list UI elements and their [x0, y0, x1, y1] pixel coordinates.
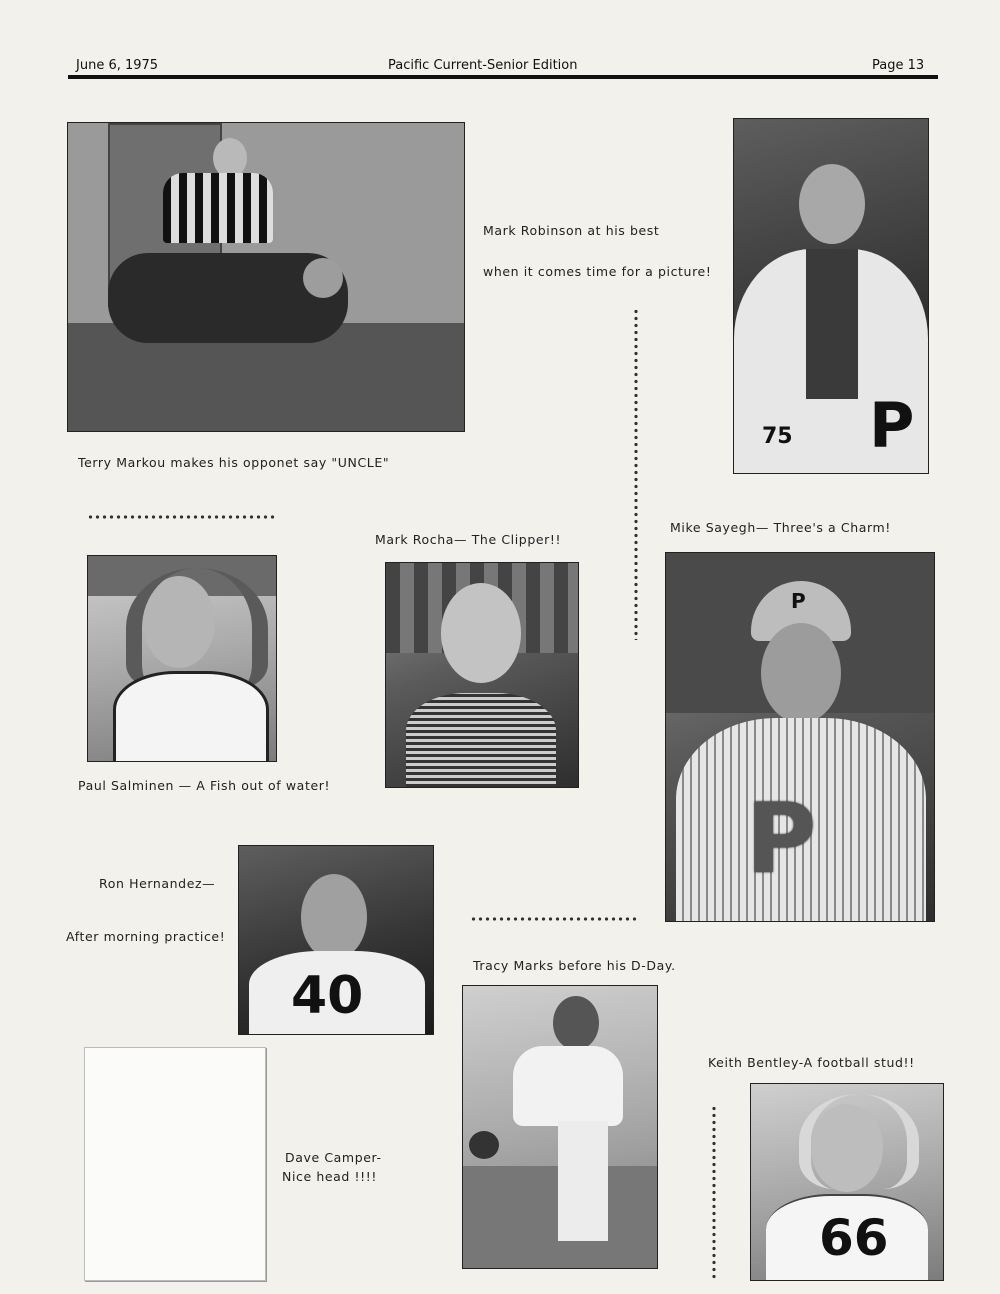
caption-hernandez-1: Ron Hernandez—	[99, 876, 216, 891]
robinson-number: 75	[762, 424, 793, 449]
caption-sayegh: Mike Sayegh— Three's a Charm!	[670, 520, 891, 535]
referee-head	[213, 138, 247, 178]
salminen-tank	[113, 671, 269, 762]
hernandez-number: 40	[291, 966, 364, 1026]
hernandez-head	[301, 874, 367, 960]
photo-camper-blank	[84, 1047, 266, 1281]
vertical-divider-bottom	[711, 1105, 717, 1280]
rocha-tank	[406, 693, 556, 787]
bentley-hair	[799, 1094, 919, 1189]
robinson-letter: P	[869, 389, 915, 462]
bentley-number: 66	[819, 1209, 889, 1267]
header-rule	[68, 75, 938, 79]
tracy-head	[553, 996, 599, 1050]
horizontal-divider-left	[87, 514, 277, 520]
caption-robinson-2: when it comes time for a picture!	[483, 264, 712, 279]
photo-sayegh	[665, 552, 935, 922]
photo-rocha	[385, 562, 579, 788]
photo-bentley	[750, 1083, 944, 1281]
robinson-head	[799, 164, 865, 244]
vertical-divider	[633, 308, 639, 640]
issue-date: June 6, 1975	[76, 58, 159, 73]
caption-hernandez-2: After morning practice!	[66, 929, 226, 944]
sayegh-head	[761, 623, 841, 723]
photo-tracy	[462, 985, 658, 1269]
caption-camper-2: Nice head !!!!	[282, 1169, 377, 1184]
caption-salminen: Paul Salminen — A Fish out of water!	[78, 778, 331, 793]
photo-hernandez	[238, 845, 434, 1035]
photo-salminen	[87, 555, 277, 762]
sayegh-cap-letter: P	[791, 589, 806, 613]
caption-bentley: Keith Bentley-A football stud!!	[708, 1055, 915, 1070]
caption-tracy: Tracy Marks before his D-Day.	[473, 958, 676, 973]
horizontal-divider-middle	[470, 916, 640, 922]
tracy-glove	[469, 1131, 499, 1159]
publication-title: Pacific Current-Senior Edition	[388, 58, 578, 73]
photo-wrestling	[67, 122, 465, 432]
rocha-head	[441, 583, 521, 683]
photo-robinson	[733, 118, 929, 474]
caption-rocha: Mark Rocha— The Clipper!!	[375, 532, 562, 547]
caption-camper-1: Dave Camper-	[285, 1150, 382, 1165]
tracy-pants	[558, 1121, 608, 1241]
caption-terry: Terry Markou makes his opponet say "UNCLE"	[78, 455, 390, 470]
tracy-jersey	[513, 1046, 623, 1126]
robinson-shirt	[806, 249, 858, 399]
caption-robinson-1: Mark Robinson at his best	[483, 223, 660, 238]
page-number: Page 13	[872, 58, 925, 73]
salminen-hair	[126, 568, 268, 688]
referee-shirt	[163, 173, 273, 243]
sayegh-letter: P	[746, 783, 817, 895]
wrestler-head	[303, 258, 343, 298]
